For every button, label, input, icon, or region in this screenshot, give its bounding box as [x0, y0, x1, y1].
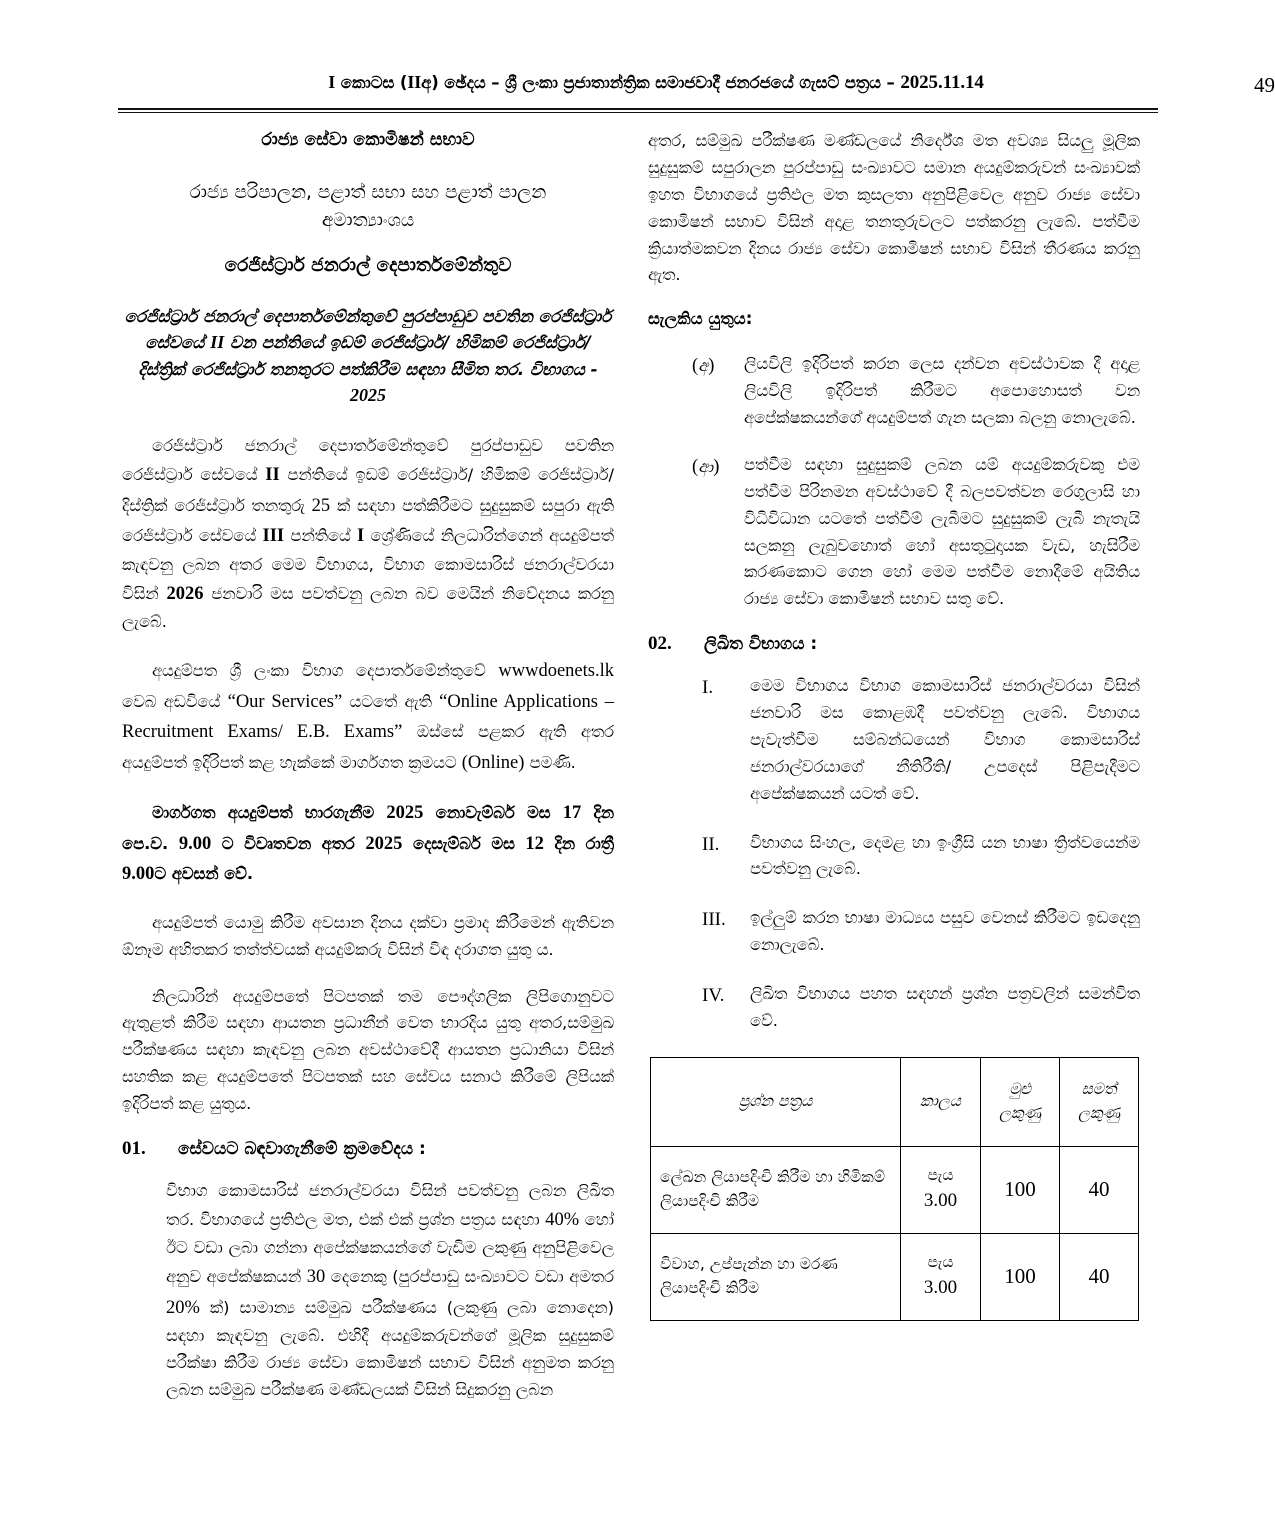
open-time: 9.00 — [178, 833, 212, 854]
paren-open-b: ( — [692, 456, 699, 477]
paragraph-delay-warning: අයදුම්පත් යොමු කිරීම අවසාන දිනය දක්වා ප්‍රමාද කිරීමෙන් ඇතිවන ඕනෑම අහිතකර තත්ත්වයක් අයදුම්කරු විසින් විඳ දරාගත යුතු ය. — [122, 912, 614, 959]
written-exam-item-3-text: ඉල්ලුම් කරන භාෂා මාධ්‍යය පසුව වෙනස් කිරීමට ඉඩදෙනු නොලැබේ. — [750, 908, 1140, 955]
p3-e: දෙසැම්බර් මස — [402, 833, 526, 853]
left-column — [122, 128, 614, 1424]
written-exam-item-4-text: ලිඛිත විභාගය පහත සඳහන් ප්‍රශ්න පත්‍රවලින් සමන්විත වේ. — [750, 984, 1140, 1030]
header-pass-line-2: ලකුණු — [1077, 1103, 1121, 1122]
p2-a: අයදුම්පත ශ්‍රී ලංකා විභාග දෙපාර්තමේන්තුවේ — [152, 661, 499, 681]
row-2-total-marks: 100 — [981, 1233, 1060, 1320]
p1-d: පන්තියේ — [284, 526, 358, 546]
ministry-title — [122, 179, 614, 235]
note-item-a-marker — [692, 351, 744, 432]
note-letter-b: ආ — [698, 456, 714, 476]
section-01-heading — [122, 1138, 614, 1160]
candidate-count: 30 — [306, 1267, 326, 1288]
table-row — [651, 1146, 1139, 1233]
p3-g: ට අවසන් වේ. — [154, 864, 254, 884]
row-1-total-marks: 100 — [981, 1146, 1060, 1233]
section-02-number: 02. — [648, 633, 672, 655]
p1-roman-3: III — [262, 526, 285, 547]
extra-percentage: 20% — [166, 1297, 200, 1318]
row-1-dur-line-2: 3.00 — [923, 1190, 958, 1212]
table-header-row — [651, 1057, 1139, 1146]
commission-title: රාජ්‍ය සේවා කොමිෂන් සභාව — [261, 130, 475, 150]
p1-a: රෙජිස්ට්‍රාර් ජනරාල් දෙපාර්තමේන්තුවේ පුරප්පාඩුව පවතින රෙජිස්ට්‍රාර් සේවයේ — [122, 436, 614, 485]
written-exam-item-4 — [648, 981, 1140, 1035]
exam-papers-table — [650, 1057, 1139, 1321]
close-year: 2025 — [365, 833, 403, 854]
s1-b: හෝ ඊට වඩා ලබා ගන්නා අපේක්ෂකයන්ගේ වැඩිම ලකුණු අනුපිළිවෙල අනුව අපේක්ෂකයන් — [166, 1209, 614, 1287]
note-item-b — [648, 452, 1140, 613]
written-exam-item-3 — [648, 905, 1140, 959]
p1-b: පන්තියේ ඉඩම් රෙජිස්ට්‍රාර්/ හිමිකම් රෙජිස්ට්‍රාර්/ දිස්ත්‍රික් රෙජිස්ට්‍රාර් තනතුරු — [122, 465, 614, 515]
open-day: 17 — [562, 803, 582, 824]
exam-title-year: 2025 — [350, 385, 386, 406]
row-2-dur-line-1: පැය — [927, 1252, 954, 1271]
p2-e: පමණි. — [524, 752, 576, 772]
doenets-url: wwwdoenets.lk — [498, 661, 614, 682]
row-1-paper-line-2: ලියාපදිංචි කිරීම — [660, 1191, 760, 1210]
p1-roman-1: I — [357, 526, 365, 547]
row-2-duration — [901, 1233, 981, 1320]
paren-close-b: ) — [713, 456, 720, 477]
p3-f: දින රාත්‍රී — [543, 833, 614, 853]
written-exam-item-1-marker: I. — [702, 677, 714, 699]
paragraph-announcement — [122, 433, 614, 636]
p1-c: ක් සඳහා පත්කිරීමට සුදුසුකම් සපුරා ඇති රෙජිස්ට්‍රාර් සේවයේ — [122, 495, 614, 546]
note-item-a — [648, 351, 1140, 432]
close-day: 12 — [525, 833, 544, 854]
row-1-pass-marks: 40 — [1060, 1146, 1139, 1233]
note-item-b-text: පත්වීම සඳහා සුදුසුකම් ලබන යම් අයදුම්කරුවකු එම පත්වීම පිරිනමන අවස්ථාවේ දී බලපවත්වන රෙගුලාසි හා විධිවිධාන යටතේ පත්වීම් ලැබීමට සුදුසුකම් ලැබී නැතැයි සලකනු ලැබුවහොත් හෝ අසතුටුදායක වැඩ, හැසිරීම කරණකොට ගෙන හෝ මෙම පත්වීම නොදීමේ අයිතිය රාජ්‍ය සේවා කොමිෂන් සභාව සතු වේ. — [744, 454, 1140, 609]
written-exam-item-2-text: විභාගය සිංහල, දෙමළ හා ඉංග්‍රීසි යන භාෂා ත්‍රිත්වයෙන්ම පවත්වනු ලැබේ. — [750, 832, 1140, 879]
written-exam-item-2 — [648, 830, 1140, 884]
part-roman: I — [328, 72, 336, 92]
note-heading: සැලකිය යුතුය: — [648, 309, 753, 329]
section-01-number: 01. — [122, 1137, 146, 1159]
masthead — [118, 72, 1158, 106]
row-2-paper-line-1: විවාහ, උප්පැන්න හා මරණ — [660, 1255, 838, 1274]
row-2-dur-line-2: 3.00 — [923, 1277, 958, 1299]
p1-f: ජනවාරි මස පවත්වනු ලබන බව මෙයින් නිවේදනය කරනු ලැබේ. — [122, 583, 614, 632]
p2-c: යටතේ ඇති — [342, 691, 440, 711]
online-label: (Online) — [461, 752, 525, 773]
p3-a: මාර්ගගත අයදුම්පත් භාරගැනීම — [152, 803, 387, 823]
p3-b: නොවැම්බර් මස — [423, 803, 563, 823]
exam-title-roman: II — [210, 332, 225, 353]
masthead-mid: අ) ඡේදය – ශ්‍රී ලංකා ප්‍රජාතාන්ත්‍රික සමාජවාදී ජනරජයේ ගැසට් පත්‍රය – — [421, 73, 901, 92]
online-applications-label: “Online Applications – Recruitment Exams/ E.B. Exams” — [122, 691, 614, 743]
our-services-label: “Our Services” — [227, 691, 343, 712]
open-year: 2025 — [386, 803, 424, 824]
row-1-paper — [651, 1146, 901, 1233]
department-title: රෙජිස්ට්‍රාර් ජනරාල් දෙපාර්තමේන්තුව — [224, 254, 512, 276]
gazette-date: 2025.11.14 — [900, 72, 984, 93]
paragraph-recruitment-method — [166, 1178, 614, 1404]
masthead-before: කොටස ( — [340, 73, 408, 92]
exam-title-part-2: වන පන්තියේ ඉඩම් රෙජිස්ට්‍රාර්/ හිමිකම් රෙජිස්ට්‍රාර්/ දිස්ත්‍රික් රෙජිස්ට්‍රාර් තනතුරට පත්කිරීම සඳහා සීමිත තර. විභාගය - — [138, 332, 598, 379]
header-total-marks — [981, 1057, 1060, 1146]
header-total-line-1: මුළු — [1009, 1080, 1031, 1099]
p3-c: දින පෙ.ව. — [122, 803, 614, 853]
s1-c: දෙනෙකු (පුරප්පාඩු සංඛ්‍යාවට වඩා අමතර — [325, 1267, 614, 1287]
page-number: 49 — [1254, 73, 1275, 97]
section-02-label: ලිඛිත විභාගය : — [704, 634, 818, 655]
written-exam-item-1-text: මෙම විභාගය විභාග කොමසාරිස් ජනරාල්වරයා විසින් ජනවාරි මස කොළඹදී පවත්වනු ලැබේ. විභාගය පැවැත්වීම සම්බන්ධයෙන් විභාග කොමසාරිස් ජනරාල්වරයාගේ නීතිරීති/ උපදෙස් පිළිපැදීමට අපේක්ෂකයන් යටත් වේ. — [750, 676, 1140, 803]
ministry-line-1: රාජ්‍ය පරිපාලන, පළාත් සභා සහ පළාත් පාලන — [189, 182, 547, 204]
header-duration: කාලය — [901, 1057, 981, 1146]
p1-e: ශ්‍රේණියේ නිලධාරින්ගෙන් අයදුම්පත් කැඳවනු ලබන අතර මෙම විභාගය, විභාග කොමසාරිස් ජනරාල්වරයා විසින් — [122, 526, 614, 603]
p1-vacancy-count: 25 — [311, 495, 331, 516]
note-letter-a: අ — [698, 356, 709, 376]
p1-roman-2: II — [265, 465, 280, 486]
row-1-duration — [901, 1146, 981, 1233]
table-row — [651, 1233, 1139, 1320]
pass-percentage: 40% — [545, 1209, 580, 1230]
paren-open: ( — [692, 356, 699, 377]
header-paper: ප්‍රශ්න පත්‍රය — [651, 1057, 901, 1146]
row-2-pass-marks: 40 — [1060, 1233, 1139, 1320]
row-1-dur-line-1: පැය — [927, 1165, 954, 1184]
paragraph-application-website — [122, 656, 614, 778]
header-pass-marks — [1060, 1057, 1139, 1146]
written-exam-item-2-marker: II. — [702, 833, 720, 855]
written-exam-item-4-marker: IV. — [702, 985, 725, 1006]
p3-d: ට විවෘතවන අතර — [211, 833, 366, 853]
section-01-label: සේවයට බඳවාගැනීමේ ක්‍රමවේදය : — [178, 1138, 426, 1159]
row-2-paper — [651, 1233, 901, 1320]
written-exam-item-3-marker: III. — [702, 909, 726, 931]
section-01-body — [122, 1178, 614, 1404]
p1-exam-year: 2026 — [166, 583, 204, 604]
s1-a: විභාග කොමසාරිස් ජනරාල්වරයා විසින් පවත්වනු ලබන ලිඛිත තර. විභාගයේ ප්‍රතිඵල මත, එක් එක් ප්‍රශ්න පත්‍රය සඳහා — [166, 1180, 614, 1229]
right-column — [648, 128, 1140, 1321]
sub-roman: II — [407, 72, 422, 92]
close-time: 9.00 — [122, 864, 155, 885]
header-pass-line-1: සමත් — [1081, 1080, 1117, 1099]
p2-b: වෙබ අඩවියේ — [122, 691, 228, 711]
paragraph-officer-copy: නිලධාරින් අයදුම්පතේ පිටපතක් තම පෞද්ගලික ලිපිගොනුවට ඇතුළත් කිරීම සඳහා ආයතන ප්‍රධානීන් වෙත භාරදිය යුතු අතර,සම්මුඛ පරීක්ෂණය සඳහා කැඳවනු ලබන අවස්ථාවේදී ආයතන ප්‍රධානියා විසින් සහතික කළ අයදුම්පතේ පිටපතක් සහ සේවය සනාථ කිරීමේ ලිපියක් ඉදිරිපත් කළ යුතුය. — [122, 986, 614, 1114]
masthead-text — [118, 72, 1158, 94]
row-2-paper-line-2: ලියාපදිංචි කිරීම — [660, 1278, 760, 1297]
section-02-heading — [648, 633, 1140, 655]
exam-title-part-1: රෙජිස්ට්‍රාර් ජනරාල් දෙපාර්තමේන්තුවේ පුරප්පාඩුව පවතින රෙජිස්ට්‍රාර් සේවයේ — [124, 305, 612, 353]
paragraph-continued: අතර, සම්මුඛ පරීක්ෂණ මණ්ඩලයේ නිර්දේශ මත අවශ්‍ය සියලු මූලික සුදුසුකම් සපුරාලන පුරප්පාඩු සංඛ්‍යාවට සමාන අයදුම්කරුවන් සංඛ්‍යාවක් ඉහත විභාගයේ ප්‍රතිඵල මත කුසලතා අනුපිළිවෙල අනුව රාජ්‍ය සේවා කොමිෂන් සභාව විසින් අදාළ තනතුරුවලට පත්කරනු ලැබේ. පත්වීම ක්‍රියාත්මකවන දිනය රාජ්‍ය සේවා කොමිෂන් සභාව විසින් තීරණය කරනු ඇත. — [648, 131, 1140, 285]
s1-d: ක්) සාමාන්‍ය සම්මුඛ පරීක්ෂණය (ලකුණු ලබා නොදෙන) සඳහා කැඳවනු ලැබේ. එහිදී අයදුම්කරුවන්ගේ මූලික සුදුසුකම් පරීක්ෂා කිරීම රාජ්‍ය සේවා කොමිෂන් සභාව විසින් අනුමත කරනු ලබන සම්මුඛ පරීක්ෂණ මණ්ඩලයක් විසින් සිදුකරනු ලබන — [166, 1297, 614, 1399]
p2-d: ඔස්සේ පළකර ඇති අතර අයදුම්පත් ඉදිරිපත් කළ හැක්කේ මාර්ගගත ක්‍රමයට — [122, 722, 615, 772]
ministry-line-2: අමාත්‍යාංශය — [321, 210, 415, 232]
exam-title — [122, 304, 614, 410]
header-rule — [118, 108, 1158, 113]
paragraph-application-dates — [122, 798, 614, 890]
note-item-b-marker — [692, 452, 744, 613]
written-exam-item-1 — [648, 673, 1140, 807]
row-1-paper-line-1: ලේඛන ලියාපදිංචි කිරීම හා හිමිකම් — [660, 1168, 886, 1187]
note-item-a-text: ලියවිලි ඉදිරිපත් කරන ලෙස දන්වන අවස්ථාවක දී අදාළ ලියවිලි ඉදිරිපත් කිරීමට අපොහොසත් වන අපේක්ෂකයන්ගේ අයදුම්පත් ගැන සලකා බලනු නොලැබේ. — [744, 354, 1140, 427]
header-total-line-2: ලකුණු — [998, 1103, 1042, 1122]
paren-close: ) — [708, 356, 715, 377]
